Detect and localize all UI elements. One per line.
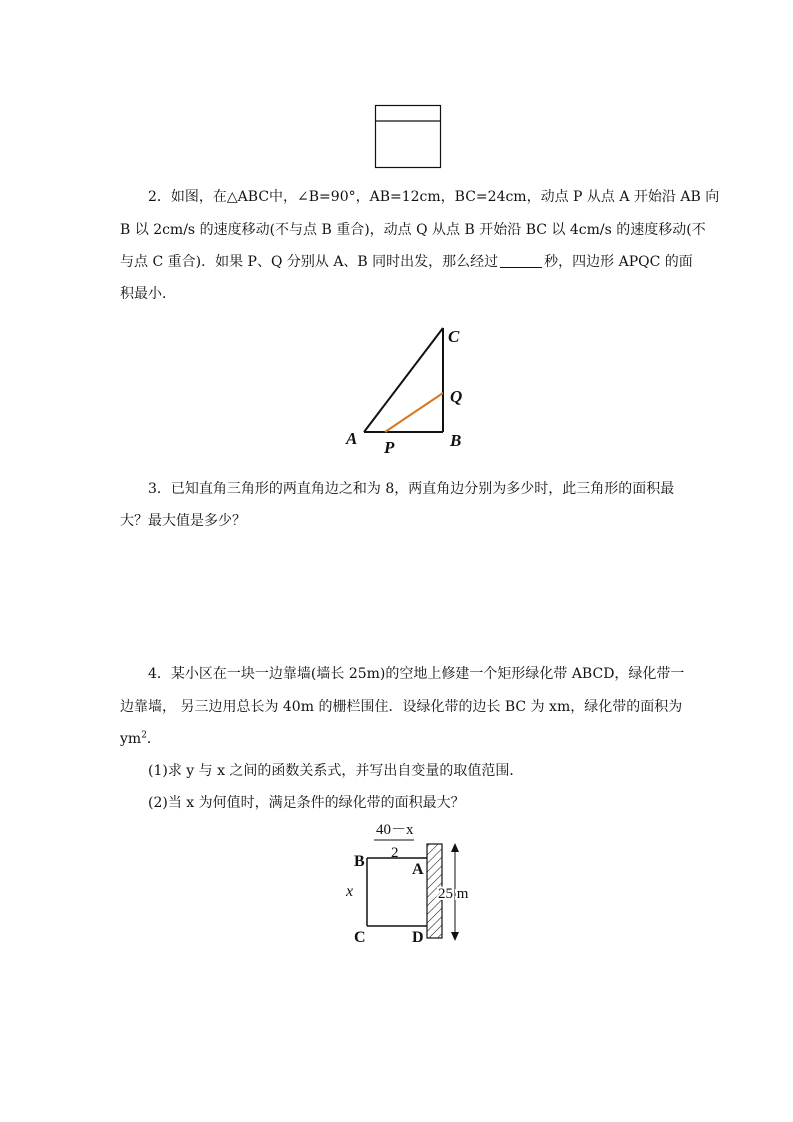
label-p: P [384, 438, 395, 457]
problem-2-line-1: 2．如图，在△ABC中，∠B=90°，AB=12cm，BC=24cm，动点 P 从点 A 开始沿 AB 向 [148, 189, 720, 205]
label-q: Q [450, 387, 463, 406]
problem-4-line-3 [120, 728, 161, 748]
label-c: C [354, 929, 366, 946]
label-b: B [450, 431, 462, 450]
triangle-figure [340, 322, 480, 462]
superscript-2: 2 [141, 730, 147, 741]
problem-2-line-3b: 秒，四边形 APQC 的面 [544, 254, 693, 270]
label-b: B [354, 853, 365, 870]
problem-2-line-4: 积最小． [120, 286, 176, 302]
problem-4-line-1: 4．某小区在一块一边靠墙(墙长 25m)的空地上修建一个矩形绿化带 ABCD，绿化带一 [148, 666, 685, 682]
fraction-denominator: 2 [391, 845, 399, 861]
label-c: C [448, 327, 460, 346]
label-d: D [412, 929, 424, 946]
problem-2-line-3 [120, 251, 693, 271]
problem-4-line-2: 边靠墙， 另三边用总长为 40m 的栅栏围住．设绿化带的边长 BC 为 xm，绿化带的面积为 [120, 699, 683, 715]
label-a: A [346, 429, 358, 448]
label-a: A [412, 861, 424, 878]
problem-4-line-3a: ym [120, 731, 142, 747]
answer-blank[interactable] [500, 253, 542, 268]
problem-2-line-3a: 与点 C 重合)．如果 P、Q 分别从 A、B 同时出发，那么经过 [120, 254, 499, 270]
problem-4-line-3b: ． [146, 731, 161, 747]
problem-2-line-2: B 以 2cm/s 的速度移动(不与点 B 重合)，动点 Q 从点 B 开始沿 BC 以 4cm/s 的速度移动(不 [120, 222, 706, 238]
problem-4-question-2: (2)当 x 为何值时，满足条件的绿化带的面积最大？ [148, 795, 465, 811]
garden-figure [330, 816, 490, 950]
header-box [374, 104, 444, 170]
label-x: x [346, 883, 354, 900]
problem-4-question-1: (1)求 y 与 x 之间的函数关系式，并写出自变量的取值范围． [148, 763, 524, 779]
problem-3-line-1: 3．已知直角三角形的两直角边之和为 8，两直角边分别为多少时，此三角形的面积最 [148, 481, 675, 497]
problem-3-line-2: 大？最大值是多少？ [120, 513, 246, 529]
segment-pq [385, 393, 443, 432]
fraction-numerator: 40－x [376, 822, 414, 838]
wall-length-label: 25 m [438, 886, 469, 902]
